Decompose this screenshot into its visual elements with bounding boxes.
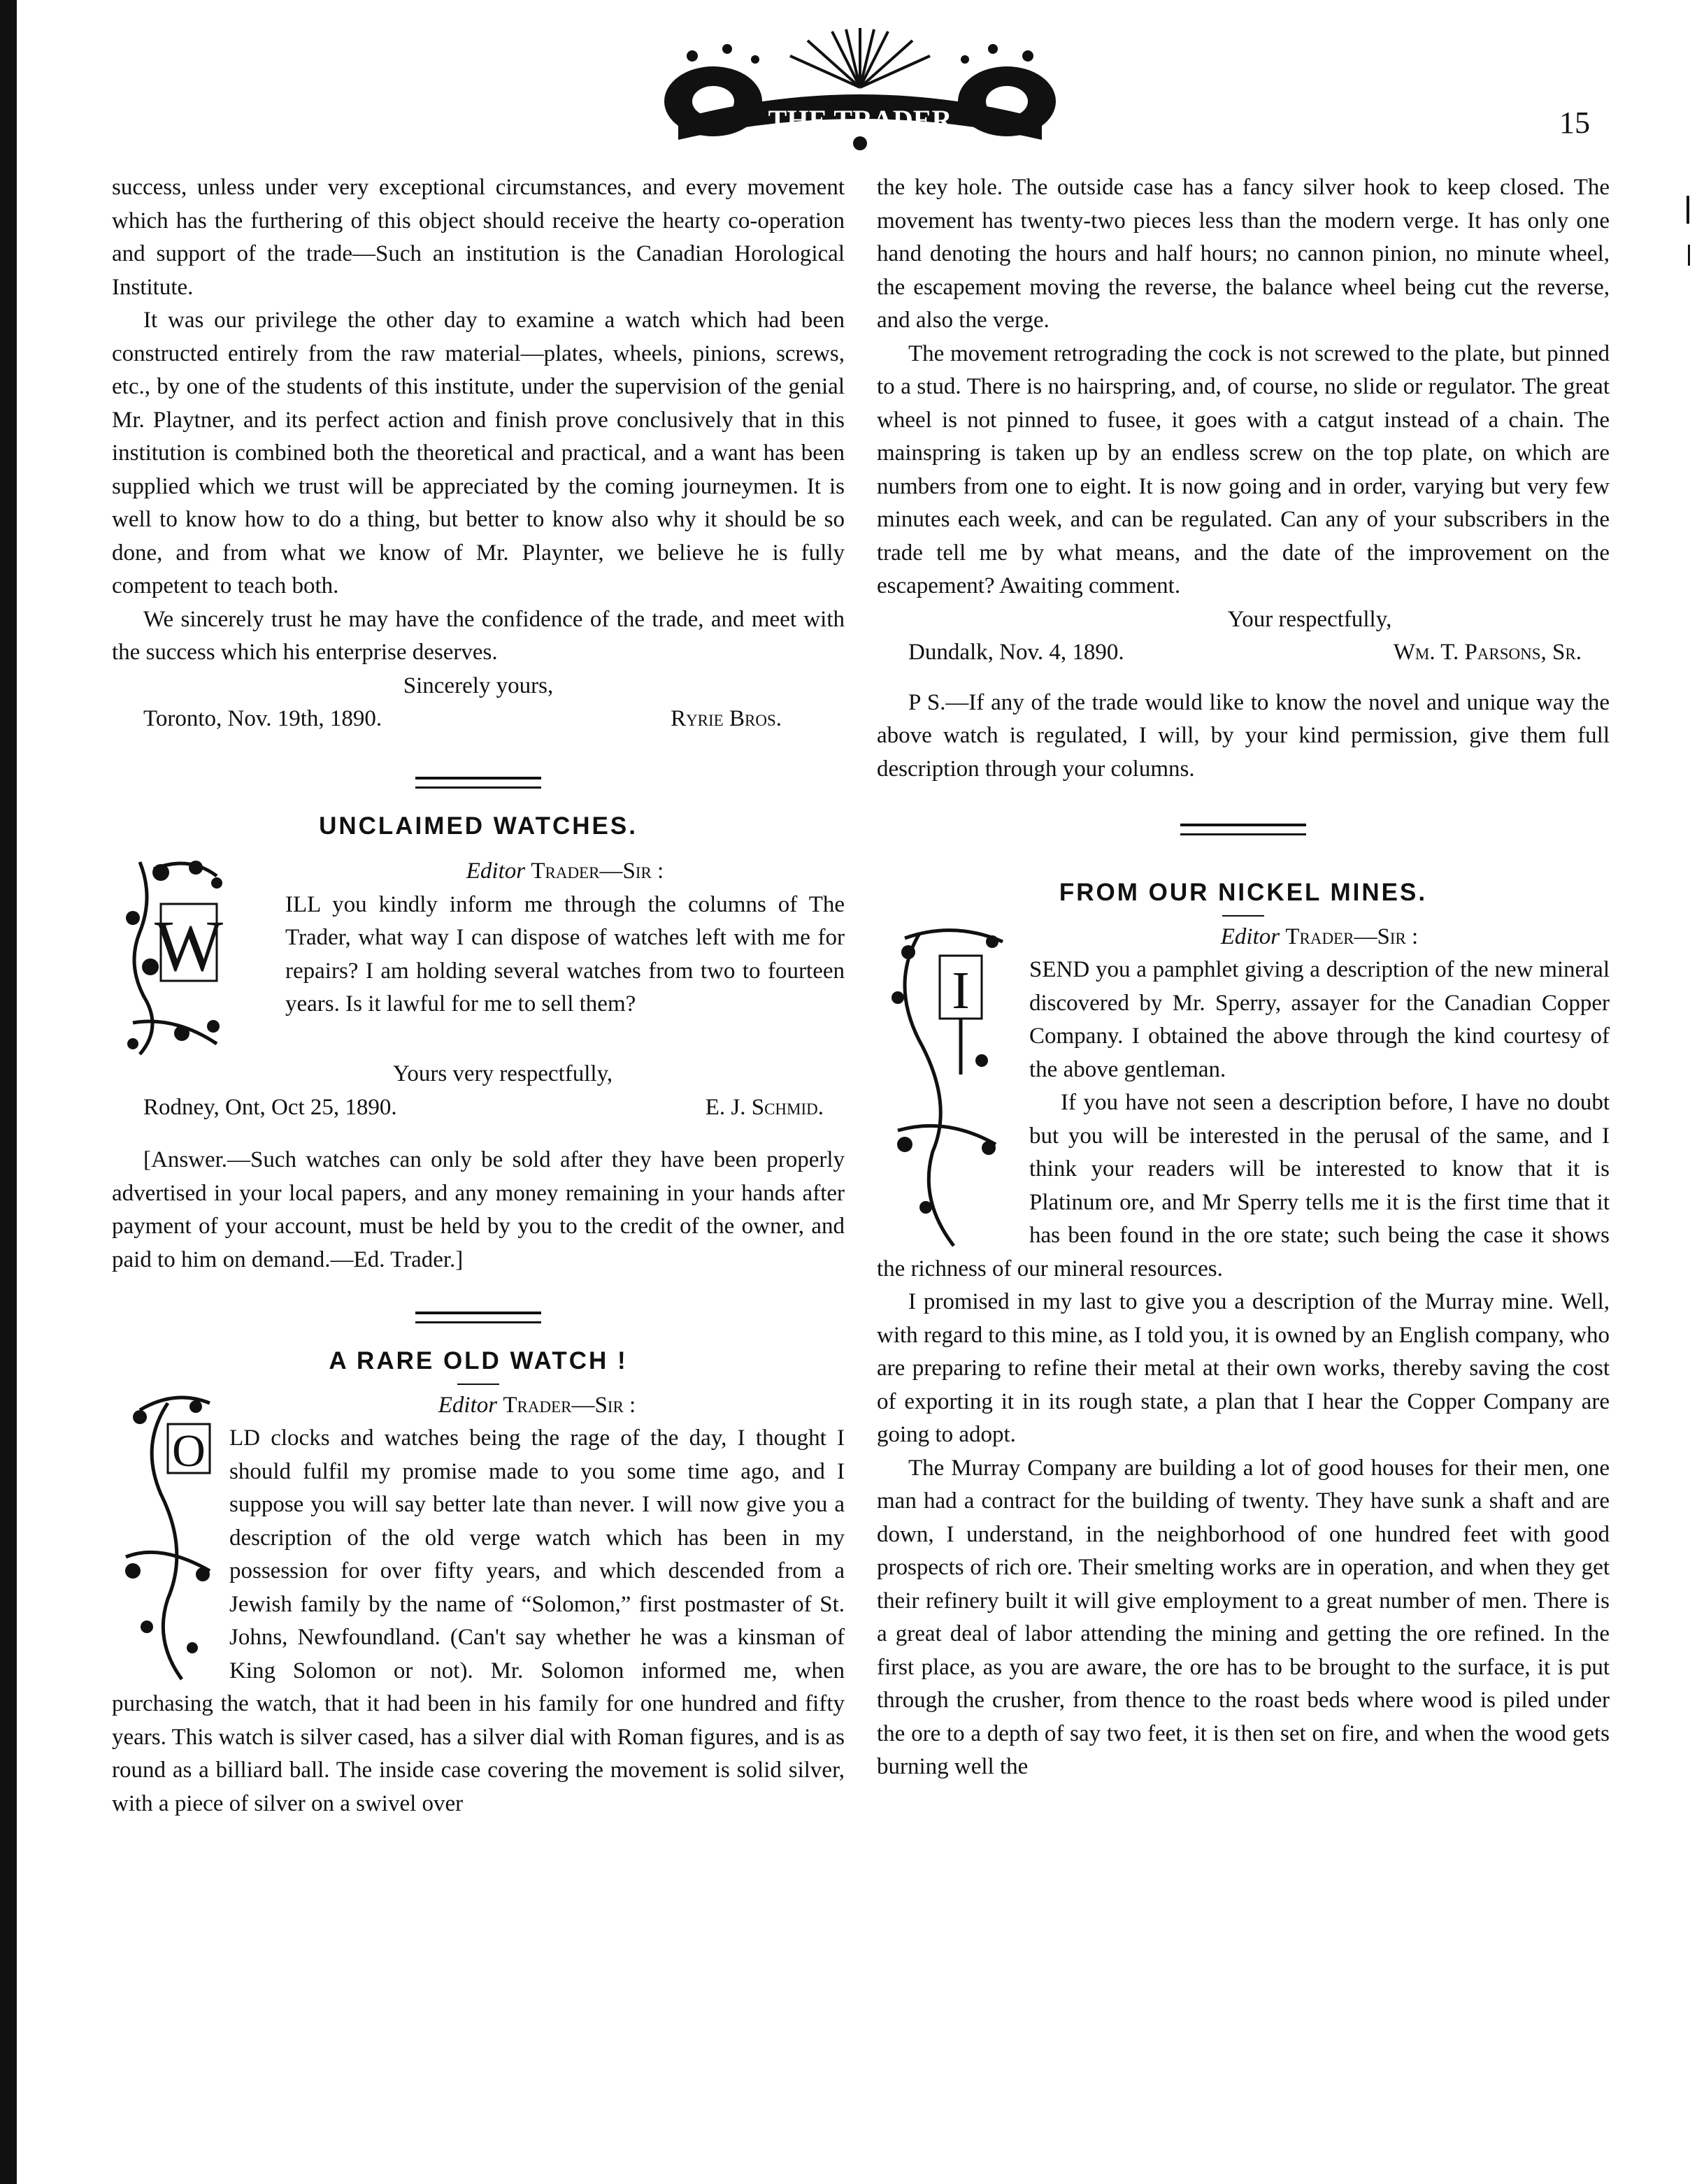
masthead-ornament-icon bbox=[650, 21, 1070, 154]
place-date: Toronto, Nov. 19th, 1890. bbox=[143, 706, 382, 731]
article-continuation: the key hole. The outside case has a fancy silver hook to keep closed. The movement has twenty-two pieces less than the modern verge. It has only one hand denoting the hours and half hours; no cannon pinion, no minute wheel, the escapement moving the reverse, the balance wheel being cut the reverse, and also the verge. bbox=[877, 175, 1610, 333]
letter-signoff bbox=[877, 636, 1610, 670]
letter-body: ILL you kindly inform me through the columns of The Trader, what way I can dispose of watches left with me for repairs? I am holding several watches from two to fourteen years. Is it lawful for me to sell them? bbox=[285, 891, 845, 1016]
letter-signoff bbox=[112, 703, 845, 736]
drop-cap-letter: O bbox=[172, 1425, 206, 1477]
letter-body: LD clocks and watches being the rage of the day, I thought I should fulfil my promise made to you some time ago, and I suppose you will say better late than never. I will now give you a description of the old verge watch which has been in my possession for over fifty years, and which descended from a Jewish family by the name of “Solomon,” first postmaster of St. Johns, Newfoundland. (Can't say whether he was a kinsman of King Solomon or not). Mr. Solomon informed me, when purchasing the watch, that it had been in his family for one hundred and fifty years. This watch is silver cased, has a silver dial with Roman figures, and is as round as a billiard ball. The inside case covering the movement is solid silver, with a piece of silver on a swivel over bbox=[112, 1425, 845, 1816]
editor-name: Trader—Sir : bbox=[531, 858, 664, 884]
section-heading: UNCLAIMED WATCHES. bbox=[319, 812, 638, 840]
drop-cap bbox=[877, 921, 1017, 1249]
heading-rule bbox=[457, 1384, 499, 1385]
editor-salutation bbox=[112, 1389, 845, 1423]
page-number: 15 bbox=[1559, 106, 1590, 140]
letter-paragraph: If you have not seen a description before, I have no doubt but you will be interested in the perusal of the same, and I think your readers will be interested to know that it is Platinum ore, and Mr Sperry tells me it is the first time that it has been found in the ore state; such being the case it shows the richness of our mineral resources. bbox=[877, 1090, 1610, 1281]
nickel-mines-letter bbox=[877, 921, 1610, 1286]
floral-drop-cap-icon bbox=[112, 1389, 217, 1683]
section-divider bbox=[415, 1312, 541, 1323]
editor-name: Trader—Sir : bbox=[503, 1392, 636, 1418]
drop-cap bbox=[112, 1389, 217, 1683]
scan-mark bbox=[1688, 245, 1690, 266]
letter-paragraph: The Murray Company are building a lot of good houses for their men, one man had a contract for the building of twenty. They have sunk a shaft and are down, I understand, in the neighborhood of one hundred feet with good prospects of rich ore. Their smelting works are in operation, and when they get their refinery built it will give employment to a great number of men. There is a great deal of labor attending the mining and getting the ore refined. In the first place, as you are aware, the ore has to be brought to the surface, it is put through the crusher, from thence to the roast beds where wood is piled under the ore to a depth of say two feet, it is then set on fire, and when the wood gets burning well the bbox=[877, 1455, 1610, 1779]
section-heading: FROM OUR NICKEL MINES. bbox=[1059, 879, 1428, 906]
postscript: P S.—If any of the trade would like to know the novel and unique way the above watch is regulated, I will, by your kind permission, give them full description through your columns. bbox=[877, 689, 1610, 782]
signature: E. J. Schmid. bbox=[705, 1094, 824, 1120]
masthead bbox=[650, 21, 1070, 154]
letter-closing: Sincerely yours, bbox=[403, 673, 554, 698]
place-date: Rodney, Ont, Oct 25, 1890. bbox=[143, 1094, 397, 1120]
letter-signoff bbox=[112, 1091, 845, 1125]
article-continuation: success, unless under very exceptional circumstances, and every movement which has the furthering of this object should receive the hearty co-operation and support of the trade—Such an institution is the Canadian Horological Institute. bbox=[112, 175, 845, 300]
floral-drop-cap-icon bbox=[112, 855, 273, 1058]
masthead-title: THE TRADER bbox=[768, 104, 952, 136]
section-divider bbox=[1180, 824, 1306, 835]
right-column bbox=[877, 171, 1610, 1784]
rare-old-watch-letter bbox=[112, 1389, 845, 1821]
section-divider bbox=[415, 777, 541, 789]
floral-drop-cap-icon bbox=[877, 921, 1017, 1249]
editor-label: Editor bbox=[1220, 924, 1280, 949]
editor-label: Editor bbox=[438, 1392, 498, 1418]
signature: Wm. T. Parsons, Sr. bbox=[1393, 640, 1582, 665]
editor-name: Trader—Sir : bbox=[1285, 924, 1419, 949]
drop-cap-letter: I bbox=[952, 961, 970, 1020]
article-paragraph: It was our privilege the other day to examine a watch which had been constructed entirely from the raw material—plates, wheels, pinions, screws, etc., by one of the students of this institute, under the supervision of the genial Mr. Playtner, and its perfect action and finish prove conclusively that in this institution is combined both the theoretical and practical, and a want has been supplied which we trust will be appreciated by the coming journeymen. It is well to know how to do a thing, but better to know also why it should be so done, and from what we know of Mr. Playnter, we believe he is fully competent to teach both. bbox=[112, 308, 845, 598]
drop-cap-letter: W bbox=[154, 906, 224, 986]
heading-rule bbox=[1222, 915, 1264, 917]
drop-cap bbox=[112, 855, 273, 1058]
scan-edge bbox=[0, 0, 17, 2184]
unclaimed-watches-letter bbox=[112, 855, 845, 1021]
editor-label: Editor bbox=[466, 858, 526, 884]
place-date: Dundalk, Nov. 4, 1890. bbox=[908, 640, 1124, 665]
scan-mark bbox=[1687, 196, 1689, 224]
signature: Ryrie Bros. bbox=[671, 706, 782, 731]
letter-body: SEND you a pamphlet giving a description of the new mineral discovered by Mr. Sperry, assayer for the Canadian Copper Company. I obtained the above through the kind courtesy of the above gentleman. bbox=[1029, 957, 1610, 1082]
letter-closing: Yours very respectfully, bbox=[392, 1061, 613, 1086]
article-paragraph: We sincerely trust he may have the confidence of the trade, and meet with the success which his enterprise deserves. bbox=[112, 606, 845, 665]
left-column bbox=[112, 171, 845, 1820]
section-heading: A RARE OLD WATCH ! bbox=[329, 1347, 628, 1374]
letter-paragraph: I promised in my last to give you a description of the Murray mine. Well, with regard to this mine, as I told you, it is owned by an English company, who are preparing to refine their metal at their own works, thereby saving the cost of exporting it in its rough state, a plan that I hear the Copper Company are going to adopt. bbox=[877, 1289, 1610, 1447]
editor-answer: [Answer.—Such watches can only be sold after they have been properly advertised in your local papers, and any money remaining in your hands after payment of your account, must be held by you to the credit of the owner, and paid to him on demand.—Ed. Trader.] bbox=[112, 1147, 845, 1272]
article-paragraph: The movement retrograding the cock is not screwed to the plate, but pinned to a stud. There is no hairspring, and, of course, no slide or regulator. The great wheel is not pinned to fusee, it goes with a catgut instead of a chain. The mainspring is taken up by an endless screw on the top plate, on which are numbers from one to eight. It is now going and in order, varying but very few minutes each week, and can be regulated. Can any of your subscribers in the trade tell me by what means, and the date of the improvement on the escapement? Awaiting comment. bbox=[877, 340, 1610, 598]
letter-closing: Your respectfully, bbox=[1227, 606, 1392, 632]
